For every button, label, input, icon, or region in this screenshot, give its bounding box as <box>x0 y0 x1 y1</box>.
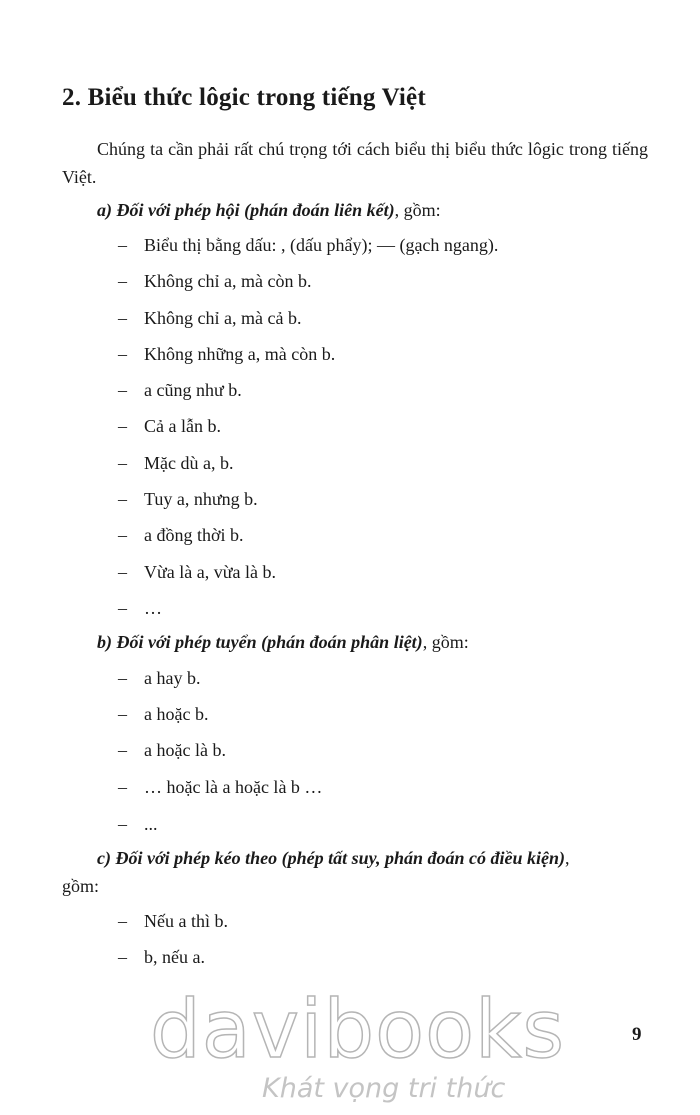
subsection-c-lead: c) Đối với phép kéo theo (phép tất suy, phán đoán có điều kiện) <box>97 848 565 868</box>
dash-bullet: – <box>118 704 127 724</box>
subsection-c-tail: , <box>564 848 570 868</box>
subsection-c-continuation: gồm: <box>62 876 100 896</box>
dash-bullet: – <box>118 416 127 436</box>
list-item: – Biểu thị bằng dấu: , (dấu phẩy); — (gạch ngang). <box>118 235 499 255</box>
list-item: – ... <box>118 814 158 834</box>
list-item: – Tuy a, nhưng b. <box>118 489 258 509</box>
dash-bullet: – <box>118 947 127 967</box>
list-item: – a hoặc là b. <box>118 740 226 760</box>
list-item: – a hay b. <box>118 668 201 688</box>
page-number: 9 <box>632 1024 642 1045</box>
subsection-b-tail: , gồm: <box>422 632 469 652</box>
dash-bullet: – <box>118 489 127 509</box>
watermark-tagline: Khát vọng tri thức <box>262 1073 506 1104</box>
dash-bullet: – <box>118 598 127 618</box>
list-item: – Không những a, mà còn b. <box>118 344 336 364</box>
subsection-a-tail: , gồm: <box>394 200 441 220</box>
list-item: – Cả a lẫn b. <box>118 416 221 436</box>
list-item: – a đồng thời b. <box>118 525 244 545</box>
dash-bullet: – <box>118 911 127 931</box>
intro-paragraph: Chúng ta cần phải rất chú trọng tới cách biểu thị biểu thức lôgic trong tiếng Việt. <box>62 139 648 187</box>
list-item: – Không chỉ a, mà cả b. <box>118 308 302 328</box>
list-item: – a hoặc b. <box>118 704 209 724</box>
dash-bullet: – <box>118 740 127 760</box>
list-item: – … <box>118 598 162 618</box>
list-item: – Vừa là a, vừa là b. <box>118 562 276 582</box>
dash-bullet: – <box>118 271 127 291</box>
subsection-a-title <box>97 200 441 221</box>
list-item: – b, nếu a. <box>118 947 205 967</box>
dash-bullet: – <box>118 344 127 364</box>
list-item: – Không chỉ a, mà còn b. <box>118 271 312 291</box>
dash-bullet: – <box>118 380 127 400</box>
dash-bullet: – <box>118 525 127 545</box>
subsection-a-lead: a) Đối với phép hội (phán đoán liên kết) <box>97 200 395 220</box>
watermark-logo: davibooks <box>150 983 566 1076</box>
watermark <box>150 985 570 1110</box>
list-item: – Mặc dù a, b. <box>118 453 234 473</box>
dash-bullet: – <box>118 453 127 473</box>
dash-bullet: – <box>118 814 127 834</box>
dash-bullet: – <box>118 235 127 255</box>
section-heading: 2. Biểu thức lôgic trong tiếng Việt <box>62 84 426 111</box>
subsection-c-title <box>97 848 569 869</box>
list-item: – Nếu a thì b. <box>118 911 228 931</box>
dash-bullet: – <box>118 308 127 328</box>
subsection-b-title <box>97 632 469 653</box>
dash-bullet: – <box>118 777 127 797</box>
list-item: – … hoặc là a hoặc là b … <box>118 777 323 797</box>
dash-bullet: – <box>118 562 127 582</box>
subsection-b-lead: b) Đối với phép tuyển (phán đoán phân liệt) <box>97 632 423 652</box>
list-item: – a cũng như b. <box>118 380 242 400</box>
dash-bullet: – <box>118 668 127 688</box>
